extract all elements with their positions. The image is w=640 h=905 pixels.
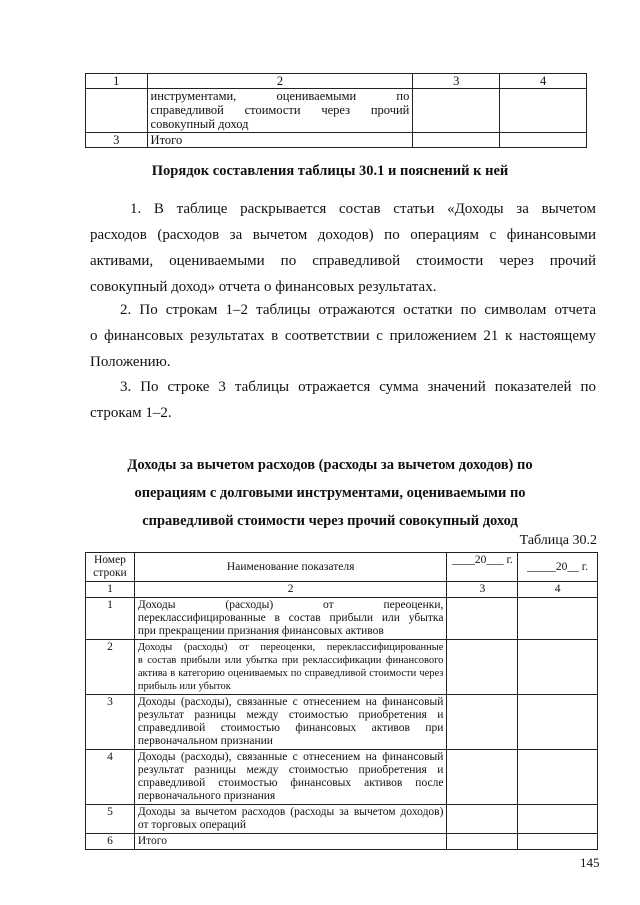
paragraph-3: 3. По строке 3 таблицы отражается сумма значений показателей по строкам 1–2.	[90, 379, 596, 421]
top-col-3: 3	[413, 74, 500, 89]
table-row: 6 Итого	[86, 834, 598, 850]
table-row: 2 Доходы (расходы) от переоценки, переклассифицированные в состав прибыли или убытка при реклассификации финансового актива в категорию оцениваемых по справедливой стоимости через прибыль или убыток	[86, 640, 598, 695]
table-title-line-1: Доходы за вычетом расходов (расходы за вычетом доходов) по	[127, 457, 533, 473]
main-table	[85, 552, 598, 850]
table-row: 5 Доходы за вычетом расходов (расходы за вычетом доходов) от торговых операций	[86, 805, 598, 834]
section-heading: Порядок составления таблицы 30.1 и пояснений к ней	[151, 163, 509, 179]
page-number: 145	[580, 855, 600, 870]
top-table-total-row: 3 Итого	[86, 133, 587, 148]
table-row: 3 Доходы (расходы), связанные с отнесением на финансовый результат разницы между стоимостью приобретения и справедливой стоимостью финансовых активов при первоначальном признании	[86, 695, 598, 750]
header-num: Номер строки	[86, 553, 135, 582]
top-table-row	[86, 89, 587, 133]
paragraph-2: 2. По строкам 1–2 таблицы отражаются остатки по символам отчета о финансовых результатах в соответствии с приложением 21 к настоящему Положению.	[90, 302, 596, 370]
table-title-line-3: справедливой стоимости через прочий совокупный доход	[142, 513, 518, 529]
main-table-header-row	[86, 553, 598, 582]
table-label: Таблица 30.2	[519, 533, 597, 548]
paragraph-1: 1. В таблице раскрывается состав статьи «Доходы за вычетом расходов (расходов за вычетом доходов) по операциям с финансовыми активами, оцениваемыми по справедливой стоимости через прочий совокупный доход» отчета о финансовых результатах.	[90, 201, 596, 295]
header-col3: ____20___ г.	[447, 553, 518, 582]
top-row-name: инструментами, оцениваемыми по справедливой стоимости через прочий совокупный доход	[147, 89, 413, 133]
table-title-line-2: операциям с долговыми инструментами, оцениваемыми по	[134, 485, 526, 501]
table-row: 1 Доходы (расходы) от переоценки, переклассифицированные в состав прибыли или убытка при прекращении признания финансовых активов	[86, 598, 598, 640]
top-table-header-row	[86, 74, 587, 89]
table-row: 4 Доходы (расходы), связанные с отнесением на финансовый результат разницы между стоимостью приобретения и справедливой стоимостью финансовых активов после первоначального признания	[86, 750, 598, 805]
header-name: Наименование показателя	[134, 553, 447, 582]
main-table-colnum-row: 1 2 3 4	[86, 582, 598, 598]
header-col4: _____20__ г.	[518, 553, 598, 582]
top-col-1: 1	[86, 74, 148, 89]
top-col-2: 2	[147, 74, 413, 89]
top-table	[85, 73, 587, 148]
top-col-4: 4	[500, 74, 587, 89]
